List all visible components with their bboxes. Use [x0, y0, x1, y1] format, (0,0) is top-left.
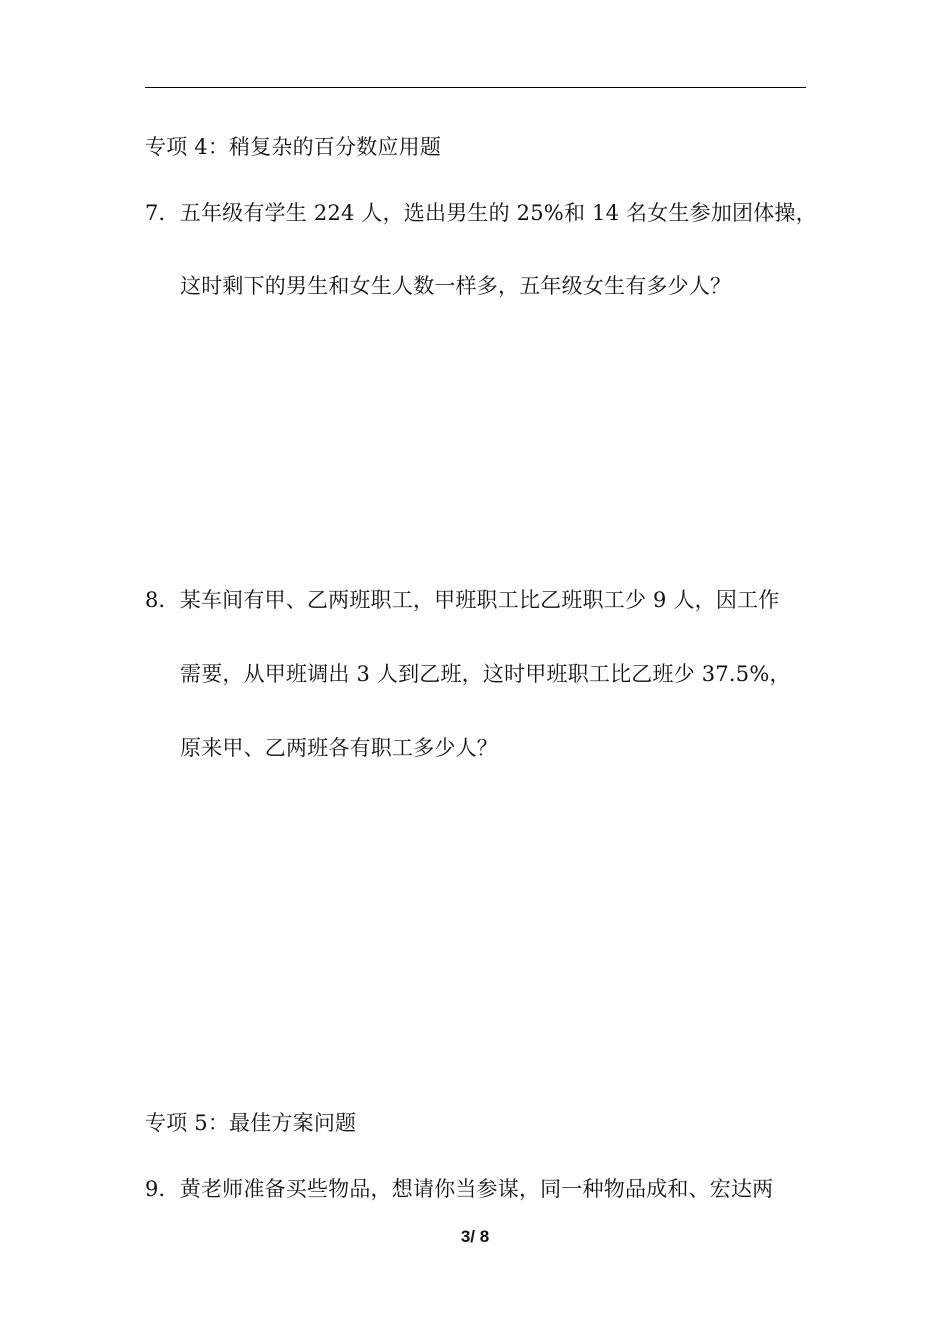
header-rule: [145, 87, 806, 88]
question-8-line-1: 8．某车间有甲、乙两班职工，甲班职工比乙班职工少 9 人，因工作: [145, 588, 780, 612]
section-title-5: 专项 5：最佳方案问题: [145, 1111, 357, 1135]
question-9-line-1: 9．黄老师准备买些物品，想请你当参谋，同一种物品成和、宏达两: [145, 1177, 774, 1201]
section-title-4: 专项 4：稍复杂的百分数应用题: [145, 135, 442, 159]
page-number: 3/ 8: [460, 1227, 490, 1246]
question-7-line-1: 7．五年级有学生 224 人，选出男生的 25%和 14 名女生参加团体操，: [145, 201, 817, 225]
question-8-line-2: 需要，从甲班调出 3 人到乙班，这时甲班职工比乙班少 37.5%，: [180, 662, 791, 686]
question-8-line-3: 原来甲、乙两班各有职工多少人？: [180, 736, 498, 760]
question-7-line-2: 这时剩下的男生和女生人数一样多，五年级女生有多少人？: [180, 274, 732, 298]
